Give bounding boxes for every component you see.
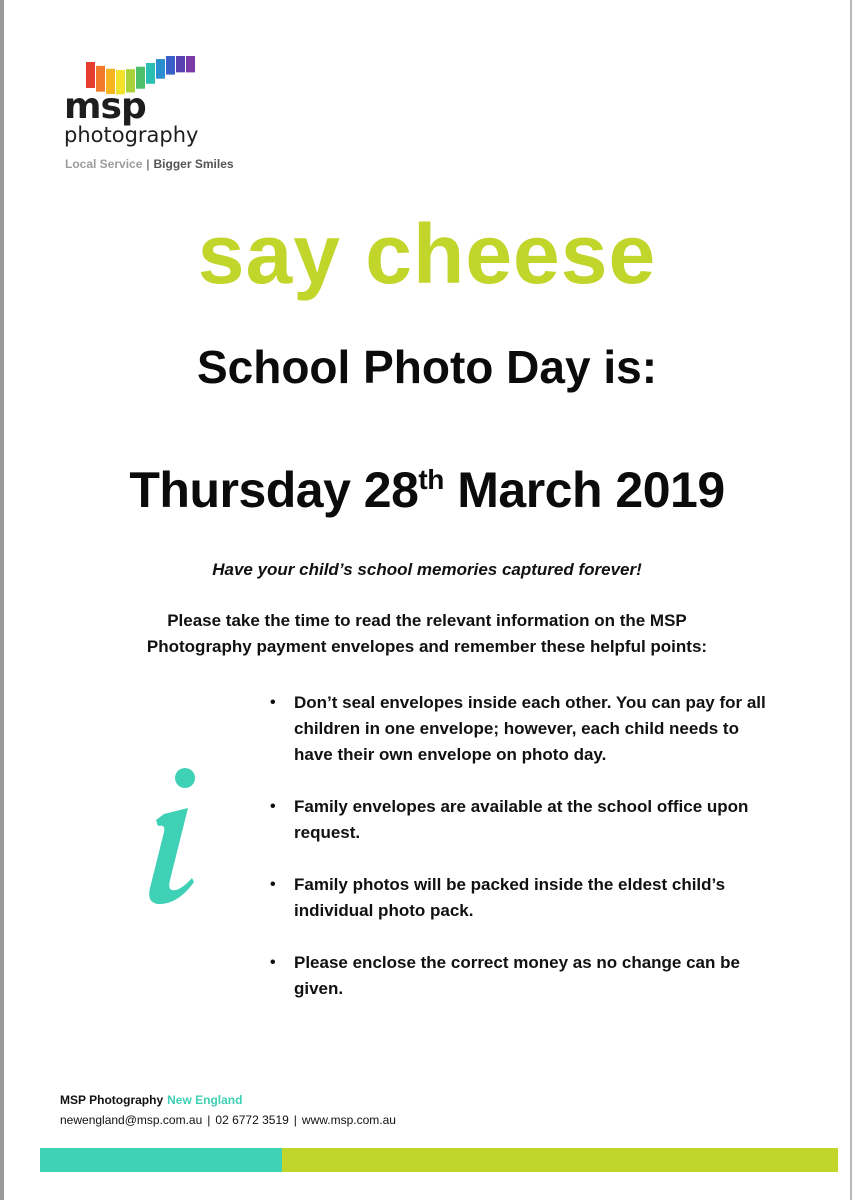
bullet-icon: • <box>270 954 276 971</box>
footer-region: New England <box>167 1093 243 1107</box>
memories-tagline: Have your child’s school memories captured forever! <box>212 560 642 579</box>
point-text: Don’t seal envelopes inside each other. You can pay for all children in one envelope; however, each child needs to have their own envelope on photo day. <box>294 693 766 764</box>
logo-bar <box>156 59 165 79</box>
date-suffix: th <box>418 464 444 495</box>
helpful-points-list <box>268 690 778 1028</box>
logo-bar <box>86 62 95 88</box>
info-icon <box>130 762 210 912</box>
logo-bar <box>146 63 155 84</box>
footer-separator: | <box>293 1113 297 1127</box>
footer-bar-lime <box>282 1148 838 1172</box>
footer-bar-teal <box>40 1148 282 1172</box>
footer-separator: | <box>207 1113 211 1127</box>
list-item <box>268 690 778 768</box>
tagline-bigger: Bigger Smiles <box>153 157 234 171</box>
list-item <box>268 794 778 846</box>
footer-color-bar <box>40 1148 838 1172</box>
footer-phone: 02 6772 3519 <box>215 1113 289 1127</box>
footer-company-name: MSP Photography <box>60 1093 164 1107</box>
point-text: Family envelopes are available at the school office upon request. <box>294 797 749 842</box>
point-text: Family photos will be packed inside the eldest child’s individual photo pack. <box>294 875 726 920</box>
intro-line-2: Photography payment envelopes and remember these helpful points: <box>146 637 708 656</box>
footer-company <box>60 1092 242 1108</box>
intro-line-1: Please take the time to read the relevant information on the MSP <box>167 611 687 630</box>
slogan-heading: say cheese <box>197 207 657 301</box>
list-item <box>268 872 778 924</box>
intro-paragraph <box>64 608 790 660</box>
point-text: Please enclose the correct money as no change can be given. <box>294 953 740 998</box>
footer-contact <box>60 1112 396 1128</box>
list-item <box>268 950 778 1002</box>
bullet-icon: • <box>270 876 276 893</box>
photo-day-date <box>4 458 850 522</box>
bullet-icon: • <box>270 798 276 815</box>
tagline-local: Local Service <box>65 157 143 171</box>
footer-email[interactable]: newengland@msp.com.au <box>60 1113 203 1127</box>
footer-website[interactable]: www.msp.com.au <box>301 1113 396 1127</box>
logo-bar <box>176 56 185 72</box>
date-main: Thursday 28 <box>129 462 419 518</box>
logo-brand: msp <box>64 86 146 127</box>
date-rest: March 2019 <box>443 462 725 518</box>
logo-brand-sub: photography <box>64 123 199 147</box>
bullet-icon: • <box>270 694 276 711</box>
logo-bar <box>186 56 195 72</box>
logo-bar <box>166 56 175 75</box>
photo-day-heading: School Photo Day is: <box>196 341 658 393</box>
tagline-separator: | <box>146 157 150 171</box>
logo-tagline <box>65 156 234 172</box>
